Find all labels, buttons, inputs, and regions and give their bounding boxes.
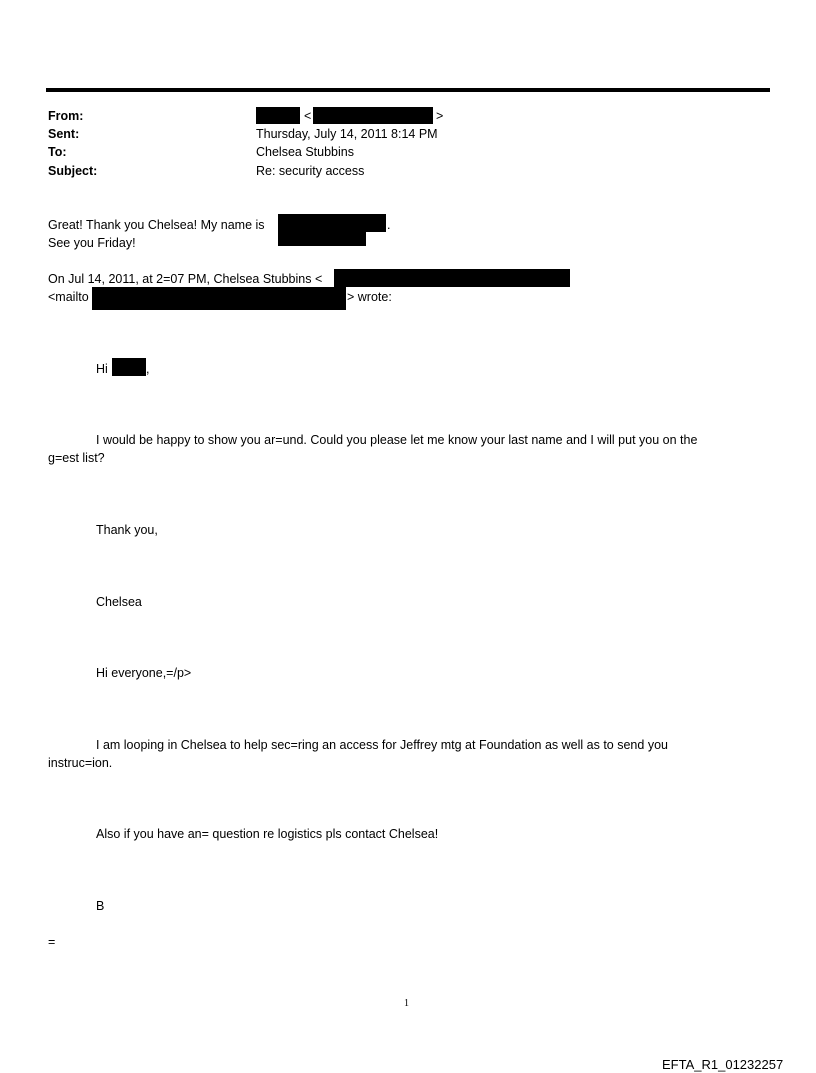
- paragraph-1-line-2: g=est list?: [48, 451, 105, 465]
- redaction-from-name: [256, 107, 300, 124]
- paragraph-2-line-1: I am looping in Chelsea to help sec=ring an access for Jeffrey mtg at Foundation as well as to send you: [96, 738, 668, 752]
- redaction-quote-email: [334, 269, 570, 287]
- quote-line-2-start: <mailto: [48, 290, 89, 304]
- paragraph-1-line-1: I would be happy to show you ar=und. Could you please let me know your last name and I will put you on the: [96, 433, 698, 447]
- from-label: From:: [48, 109, 84, 123]
- sent-label: Sent:: [48, 127, 80, 141]
- to-value: Chelsea Stubbins: [256, 145, 354, 159]
- reply-line-2: See you Friday!: [48, 236, 136, 250]
- from-bracket-open: <: [304, 109, 312, 123]
- subject-value: Re: security access: [256, 164, 365, 178]
- greeting-comma: ,: [146, 362, 150, 376]
- paragraph-2-line-2: instruc=ion.: [48, 756, 113, 770]
- page-number: 1: [404, 998, 409, 1009]
- redaction-mailto: [92, 287, 346, 310]
- subject-label: Subject:: [48, 164, 98, 178]
- paragraph-3: Also if you have an= question re logistics pls contact Chelsea!: [96, 827, 439, 841]
- greeting: Hi: [96, 362, 108, 376]
- redaction-from-email: [313, 107, 433, 124]
- trailing-equals: =: [48, 935, 56, 949]
- sent-value: Thursday, July 14, 2011 8:14 PM: [256, 127, 438, 141]
- greeting-2: Hi everyone,=/p>: [96, 666, 192, 680]
- reply-line-1: Great! Thank you Chelsea! My name is: [48, 218, 265, 232]
- quote-line-1: On Jul 14, 2011, at 2=07 PM, Chelsea Stubbins <: [48, 272, 323, 286]
- to-label: To:: [48, 145, 67, 159]
- redaction-name-2: [278, 230, 366, 246]
- redaction-greeting-name: [112, 358, 146, 376]
- from-bracket-close: >: [436, 109, 444, 123]
- quote-line-2-end: > wrote:: [347, 290, 392, 304]
- header-rule: [46, 88, 770, 92]
- bates-number: EFTA_R1_01232257: [662, 1057, 784, 1072]
- sign-off-b: B: [96, 899, 105, 913]
- thanks-line: Thank you,: [96, 523, 158, 537]
- reply-line-1-period: .: [387, 218, 391, 232]
- signature-line: Chelsea: [96, 595, 142, 609]
